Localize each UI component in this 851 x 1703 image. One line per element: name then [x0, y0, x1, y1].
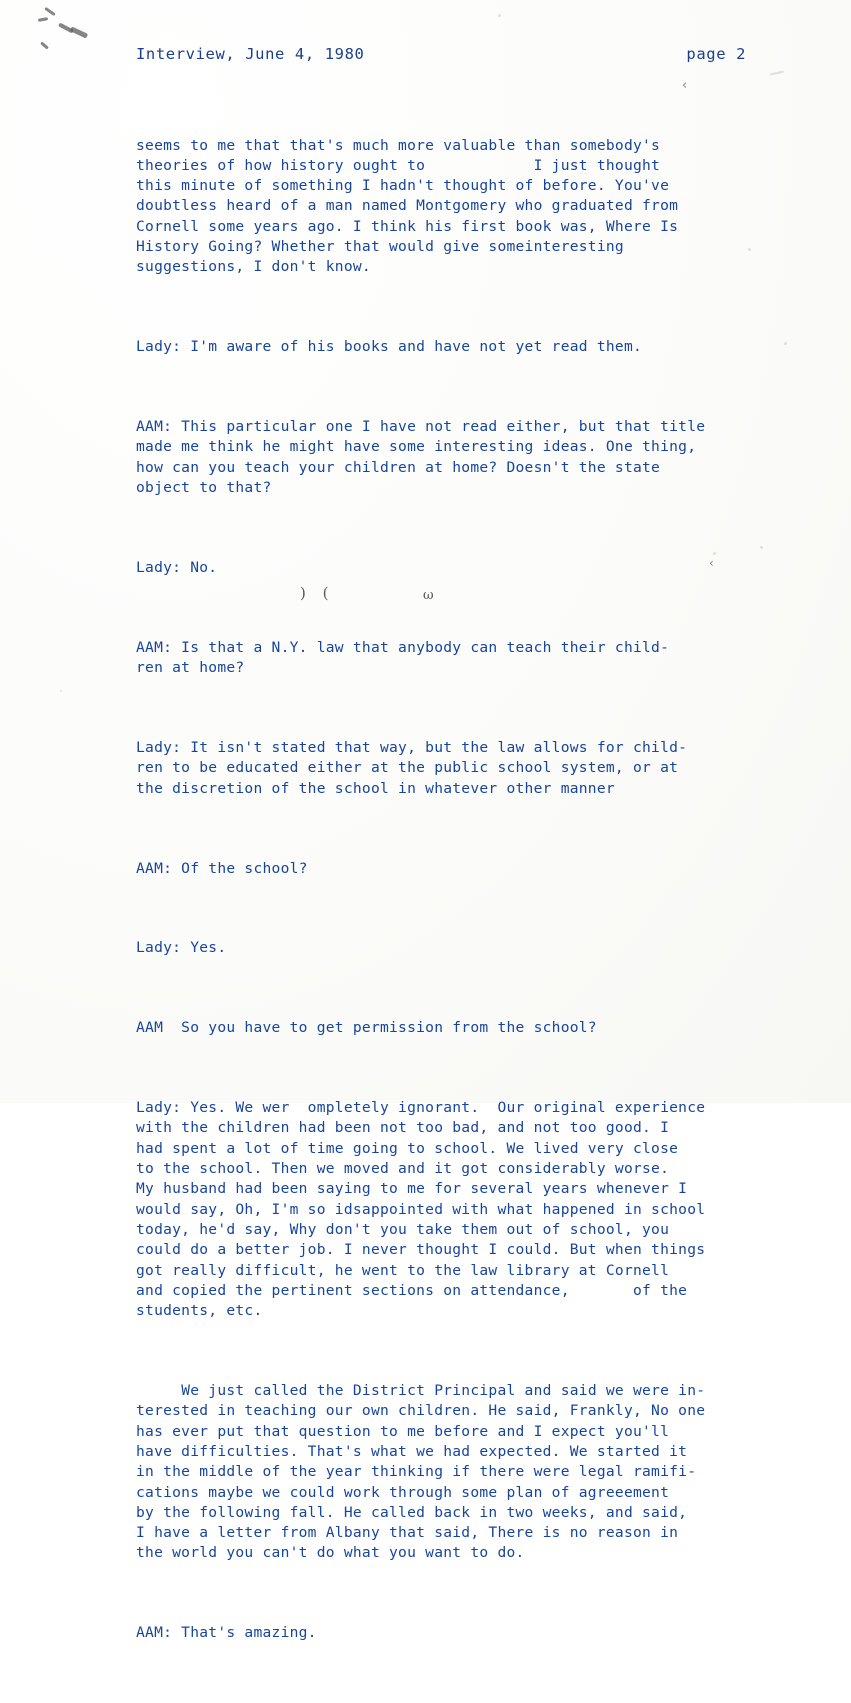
- paragraph: Lady: I'm aware of his books and have not yet read them.: [136, 338, 643, 356]
- paragraph: We just called the District Principal and said we were in- terested in teaching our own children. He said, Frankly, No one has ever put that question to me before and I expect you'll have difficulties. That's what we had expected. We started it in the middle of the year thinking if there were legal ramifi- cations maybe we could work through some plan of agreeement by the following fall. He called back in two weeks, and said, I have a letter from Albany that said, There is no reason in the world you can't do what you want to do.: [136, 1382, 706, 1562]
- tick-mark: ‹: [682, 78, 688, 93]
- caret-annotation: ) (: [300, 584, 335, 602]
- paragraph: AAM: Is that a N.Y. law that anybody can teach their child- ren at home?: [136, 638, 670, 677]
- paragraph: Lady: Yes. We wer ompletely ignorant. Our original experience with the children had been not too bad, and not too good. I had spent a lot of time going to school. We lived very close to the school. Then we moved and it got considerably worse. My husband had been saying to me for several years whenever I would say, Oh, I'm so idsappointed with what happened in school today, he'd say, Why don't you take them out of school, you could do a better job. I never thought I could. But when things got really difficult, he went to the law library at Cornell and copied the pertinent sections on attendance, of the students, etc.: [136, 1099, 706, 1320]
- paragraph: Lady: Yes.: [136, 939, 227, 957]
- paragraph: AAM: That's amazing.: [136, 1624, 317, 1642]
- scan-speck: [60, 690, 62, 692]
- document-body: [136, 95, 816, 1703]
- page-number: page 2: [686, 45, 746, 63]
- paragraph: Lady: No.: [136, 558, 218, 576]
- wave-annotation: ω: [423, 588, 434, 603]
- header-title: Interview, June 4, 1980: [136, 45, 365, 63]
- paragraph: seems to me that that's much more valuable than somebody's theories of how history ought to I just thought this minute of something I hadn't thought of before. You've doubtless heard of a man named Montgomery who graduated from Cornell some years ago. I think his first book was, Where Is History Going? Whether that would give someinteresting suggestions, I don't know.: [136, 136, 679, 276]
- paragraph: AAM: Of the school?: [136, 859, 308, 877]
- corner-scribble-mark: [36, 8, 106, 56]
- paragraph: AAM: This particular one I have not read either, but that title made me think he might have some interesting ideas. One thing, how can you teach your children at home? Doesn't the state object to that?: [136, 418, 706, 497]
- tick-mark-secondary: ‹: [709, 556, 714, 570]
- paragraph: Lady: It isn't stated that way, but the law allows for child- ren to be educated either at the public school system, or at the discretion of the school in whatever other manner: [136, 739, 688, 797]
- scan-speck: [498, 14, 501, 17]
- paragraph: AAM So you have to get permission from the school?: [136, 1019, 597, 1037]
- page-header: [136, 45, 746, 63]
